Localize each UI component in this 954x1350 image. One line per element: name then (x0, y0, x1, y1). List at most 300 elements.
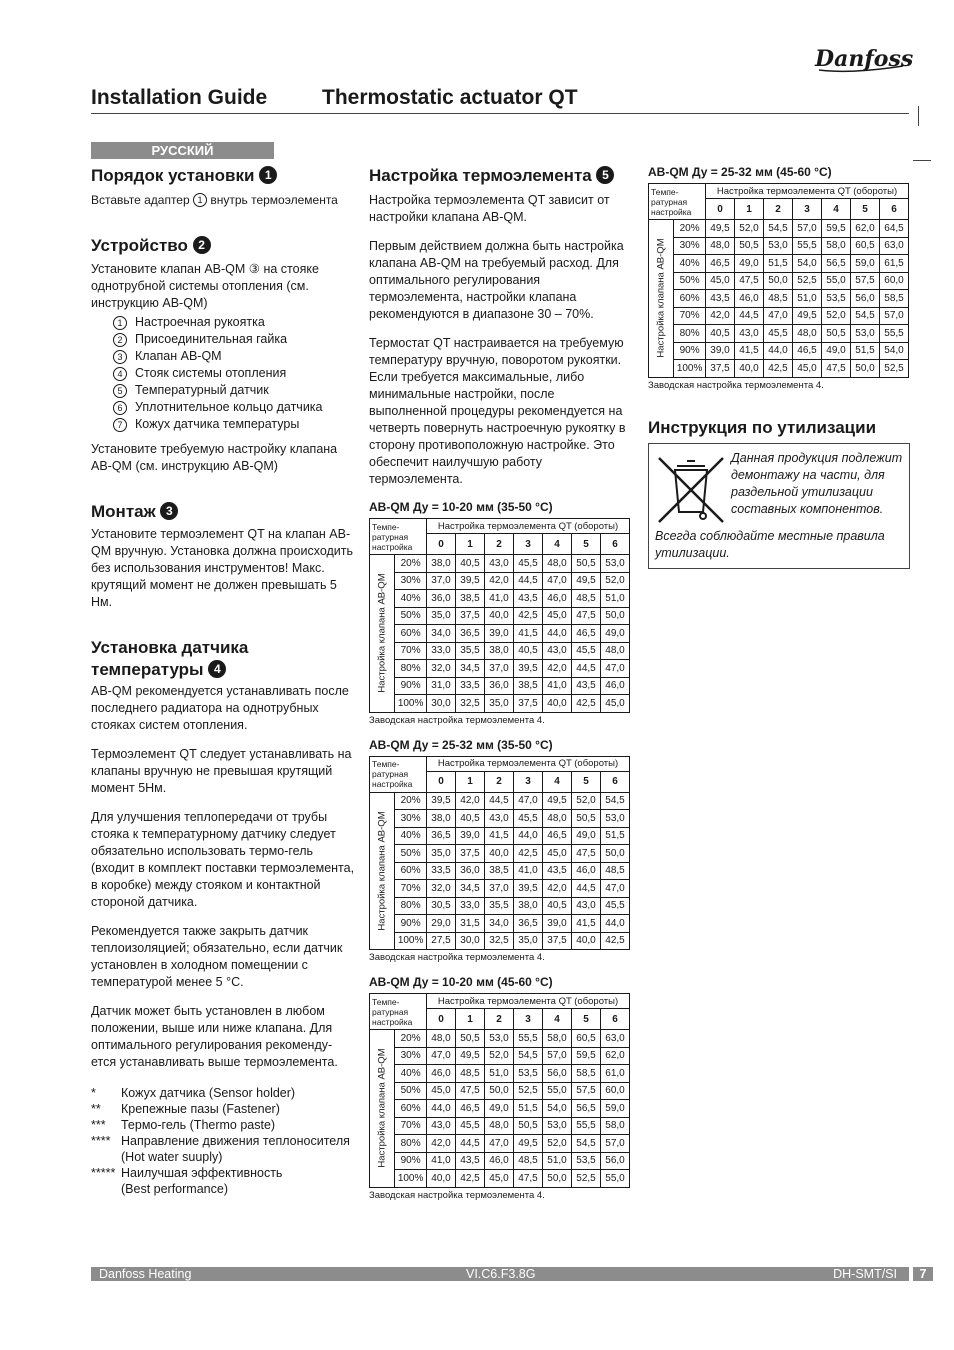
table-cell: 52,5 (514, 1082, 543, 1100)
table-cell: 52,0 (822, 307, 851, 325)
table-cell: 46,0 (601, 677, 630, 695)
table-cell: 44,5 (572, 660, 601, 678)
table-title: AB-QM Ду = 10-20 мм (45-60 °C) (369, 975, 553, 989)
table-cell: 40,0 (485, 607, 514, 625)
row-header: 100% (674, 360, 706, 378)
footnote-row (91, 1165, 356, 1197)
table-cell: 32,0 (427, 660, 456, 678)
table-cell: 37,5 (514, 695, 543, 713)
settings-table (369, 738, 631, 964)
table-cell: 46,5 (793, 342, 822, 360)
row-header: 20% (395, 1030, 427, 1048)
table-cell: 53,5 (514, 1065, 543, 1083)
column-header: 2 (764, 199, 793, 220)
section-text: Рекомендуется также закрыть датчик теплоизоляцией; обязательно, если датчик установлен в холодном помещении с температурой менее 5 °C. (91, 924, 343, 989)
table-cell: 48,0 (793, 325, 822, 343)
table-cell: 44,5 (514, 572, 543, 590)
table-cell: 38,0 (427, 555, 456, 573)
table (369, 756, 630, 951)
section-text: Вставьте адаптер 1 внутрь термоэлемента (91, 193, 338, 207)
column-2 (369, 165, 631, 1201)
section-title-setting: Настройка термоэлемента 5 (369, 165, 631, 187)
table-note: Заводская настройка термоэлемента 4. (369, 1189, 545, 1201)
table-cell: 57,0 (793, 220, 822, 238)
section-text: AB-QM рекомендуется устанавливать после последнего радиатора на однотрубных стояках систем отопления. (91, 684, 349, 732)
row-axis-label: Настройка клапана AB-QM (370, 555, 395, 713)
table-cell: 48,0 (485, 1117, 514, 1135)
table-cell: 47,5 (572, 845, 601, 863)
table-cell: 43,5 (706, 290, 735, 308)
table-cell: 44,5 (485, 792, 514, 810)
part-item (113, 365, 356, 382)
table-cell: 30,0 (427, 695, 456, 713)
part-label: Уплотнительное кольцо датчика (135, 400, 323, 414)
table-cell: 45,5 (601, 897, 630, 915)
column-header: 4 (822, 199, 851, 220)
table-cell: 55,5 (572, 1117, 601, 1135)
table-cell: 62,0 (851, 220, 880, 238)
table-row (649, 255, 909, 273)
table-cell: 39,0 (543, 915, 572, 933)
step-number-badge: 3 (160, 502, 178, 520)
table-row (370, 897, 630, 915)
table-cell: 53,0 (485, 1030, 514, 1048)
table-cell: 51,0 (543, 1152, 572, 1170)
table-row (370, 1082, 630, 1100)
column-header: 3 (514, 771, 543, 792)
table-cell: 48,5 (572, 590, 601, 608)
row-header: 60% (674, 290, 706, 308)
table-cell: 45,0 (427, 1082, 456, 1100)
part-label: Настроечная рукоятка (135, 315, 265, 329)
part-label: Присоединительная гайка (135, 332, 288, 346)
table-cell: 32,5 (456, 695, 485, 713)
table-row (370, 1100, 630, 1118)
table-cell: 55,0 (543, 1082, 572, 1100)
table-cell: 48,0 (706, 237, 735, 255)
table-cell: 61,5 (880, 255, 909, 273)
table-cell: 48,5 (456, 1065, 485, 1083)
table-cell: 36,5 (456, 625, 485, 643)
table-cell: 42,0 (427, 1135, 456, 1153)
row-header: 90% (395, 915, 427, 933)
table-header: Настройка термоэлемента QT (обороты) (427, 519, 630, 534)
table-row (370, 572, 630, 590)
table-cell: 63,0 (601, 1030, 630, 1048)
step-number-badge: 4 (208, 660, 226, 678)
table-row (370, 880, 630, 898)
table-cell: 46,0 (572, 862, 601, 880)
part-number: 4 (113, 367, 127, 381)
table-cell: 50,0 (485, 1082, 514, 1100)
table-cell: 55,5 (793, 237, 822, 255)
footnote-text: Кожух датчика (Sensor holder) (121, 1086, 296, 1100)
row-header: 40% (395, 1065, 427, 1083)
table-cell: 44,0 (601, 915, 630, 933)
table-cell: 48,5 (764, 290, 793, 308)
table-row (370, 642, 630, 660)
table-cell: 42,5 (514, 845, 543, 863)
part-number: 2 (113, 333, 127, 347)
table-cell: 47,0 (514, 792, 543, 810)
row-header: 80% (395, 897, 427, 915)
table-cell: 43,0 (543, 642, 572, 660)
table-cell: 59,0 (601, 1100, 630, 1118)
table-cell: 53,0 (601, 810, 630, 828)
table-row (649, 342, 909, 360)
row-header: 20% (395, 555, 427, 573)
section-title-device: Устройство 2 (91, 235, 356, 257)
table-cell: 43,0 (485, 555, 514, 573)
section-title-order: Порядок установки 1 (91, 165, 356, 187)
table-cell: 40,0 (572, 932, 601, 950)
row-header: 20% (395, 792, 427, 810)
footnote-text: (Best performance) (121, 1182, 228, 1196)
row-header: 100% (395, 1170, 427, 1188)
part-number: 7 (113, 418, 127, 432)
table-cell: 44,5 (735, 307, 764, 325)
table-cell: 39,5 (514, 880, 543, 898)
table-cell: 46,5 (543, 827, 572, 845)
table-cell: 36,0 (456, 862, 485, 880)
row-header: 70% (395, 880, 427, 898)
table-cell: 31,5 (456, 915, 485, 933)
table-cell: 55,5 (880, 325, 909, 343)
row-header: 60% (395, 1100, 427, 1118)
table-cell: 52,0 (485, 1047, 514, 1065)
table-cell: 43,5 (456, 1152, 485, 1170)
table-cell: 30,0 (456, 932, 485, 950)
table-cell: 51,5 (764, 255, 793, 273)
table-cell: 51,5 (514, 1100, 543, 1118)
table-cell: 48,5 (514, 1152, 543, 1170)
table-cell: 54,5 (601, 792, 630, 810)
table-row (370, 1152, 630, 1170)
row-header: 100% (395, 932, 427, 950)
table-cell: 27,5 (427, 932, 456, 950)
table-cell: 33,0 (456, 897, 485, 915)
column-header: 4 (543, 534, 572, 555)
table-cell: 46,0 (543, 590, 572, 608)
column-header: 1 (456, 534, 485, 555)
table-cell: 49,0 (735, 255, 764, 273)
section-text: Термоэлемент QT следует устанавливать на клапаны вручную не превышая крутящий момент 5Нм. (91, 747, 352, 795)
table-cell: 50,5 (456, 1030, 485, 1048)
column-1 (91, 165, 356, 1197)
table-cell: 63,0 (880, 237, 909, 255)
table-cell: 41,5 (514, 625, 543, 643)
table-cell: 44,0 (514, 827, 543, 845)
table-cell: 34,0 (427, 625, 456, 643)
column-header: 1 (456, 1009, 485, 1030)
table-cell: 55,0 (601, 1170, 630, 1188)
table-cell: 56,0 (851, 290, 880, 308)
table-cell: 35,5 (456, 642, 485, 660)
table-row (649, 272, 909, 290)
table-cell: 46,5 (706, 255, 735, 273)
table-cell: 57,0 (880, 307, 909, 325)
table-cell: 53,0 (543, 1117, 572, 1135)
footnote-text: Термо-гель (Thermo paste) (121, 1118, 276, 1132)
row-header: 70% (395, 1117, 427, 1135)
disposal-text: Всегда соблюдайте местные правила утилизации. (655, 528, 885, 560)
table-row (370, 932, 630, 950)
table-cell: 54,0 (880, 342, 909, 360)
column-header: 6 (601, 1009, 630, 1030)
table-cell: 43,5 (514, 590, 543, 608)
table-cell: 50,0 (601, 845, 630, 863)
table-cell: 47,5 (822, 360, 851, 378)
row-header: 30% (395, 572, 427, 590)
table-cell: 47,0 (485, 1135, 514, 1153)
table-cell: 53,5 (572, 1152, 601, 1170)
table-cell: 48,0 (601, 642, 630, 660)
part-item (113, 314, 356, 331)
table-cell: 53,5 (822, 290, 851, 308)
table-cell: 40,5 (514, 642, 543, 660)
table-cell: 38,5 (456, 590, 485, 608)
table-row (370, 862, 630, 880)
column-header: 0 (706, 199, 735, 220)
table-cell: 45,5 (572, 642, 601, 660)
table-cell: 57,0 (601, 1135, 630, 1153)
row-axis-label: Настройка клапана AB-QM (649, 220, 674, 378)
footnote-text: (Hot water suuply) (121, 1150, 223, 1164)
table-cell: 57,5 (851, 272, 880, 290)
table-cell: 51,0 (485, 1065, 514, 1083)
table-cell: 55,0 (822, 272, 851, 290)
table-cell: 48,0 (543, 555, 572, 573)
table-cell: 58,0 (822, 237, 851, 255)
table-cell: 39,0 (456, 827, 485, 845)
footnote-row (91, 1101, 356, 1117)
column-header: 1 (735, 199, 764, 220)
table-cell: 45,0 (543, 845, 572, 863)
table-cell: 44,0 (764, 342, 793, 360)
table-cell: 56,0 (543, 1065, 572, 1083)
table-cell: 40,0 (485, 845, 514, 863)
table-title: AB-QM Ду = 10-20 мм (35-50 °C) (369, 500, 553, 514)
column-header: 3 (793, 199, 822, 220)
footer-company: Danfoss Heating (99, 1267, 192, 1281)
table-row (370, 590, 630, 608)
table-cell: 54,0 (793, 255, 822, 273)
table-cell: 47,5 (735, 272, 764, 290)
column-header: 5 (572, 1009, 601, 1030)
table-row (370, 677, 630, 695)
table (648, 183, 909, 378)
table-row (370, 810, 630, 828)
table-cell: 45,0 (793, 360, 822, 378)
section-title-mounting: Монтаж 3 (91, 501, 356, 523)
footnote-row (91, 1117, 356, 1133)
row-header: 50% (674, 272, 706, 290)
table-cell: 49,5 (543, 792, 572, 810)
table-cell: 54,0 (543, 1100, 572, 1118)
settings-table (369, 500, 631, 726)
table-cell: 37,0 (485, 660, 514, 678)
column-header: 2 (485, 771, 514, 792)
table-cell: 48,0 (543, 810, 572, 828)
table-header: Настройка термоэлемента QT (обороты) (427, 756, 630, 771)
table-cell: 35,0 (427, 845, 456, 863)
table-cell: 58,5 (572, 1065, 601, 1083)
table-cell: 35,0 (485, 695, 514, 713)
table-cell: 42,5 (456, 1170, 485, 1188)
footnote-row (91, 1133, 356, 1165)
column-header: 6 (601, 534, 630, 555)
table-cell: 52,5 (572, 1170, 601, 1188)
footnote-text: Крепежные пазы (Fastener) (121, 1102, 280, 1116)
footnote-marker: *** (91, 1118, 106, 1132)
table-cell: 57,5 (572, 1082, 601, 1100)
table-title: AB-QM Ду = 25-32 мм (45-60 °C) (648, 165, 832, 179)
table-cell: 50,5 (514, 1117, 543, 1135)
column-header: 5 (851, 199, 880, 220)
table-cell: 45,5 (456, 1117, 485, 1135)
table-cell: 49,5 (514, 1135, 543, 1153)
table-cell: 46,5 (572, 625, 601, 643)
table-cell: 50,0 (764, 272, 793, 290)
table-cell: 40,5 (543, 897, 572, 915)
footnote-marker: ** (91, 1102, 101, 1116)
part-item (113, 399, 356, 416)
table-cell: 51,5 (851, 342, 880, 360)
table-cell: 29,0 (427, 915, 456, 933)
column-header: 2 (485, 534, 514, 555)
table-cell: 48,0 (427, 1030, 456, 1048)
table-cell: 42,0 (543, 660, 572, 678)
table-cell: 35,0 (427, 607, 456, 625)
table-cell: 44,0 (427, 1100, 456, 1118)
table-cell: 47,0 (601, 660, 630, 678)
footnote-row (91, 1085, 356, 1101)
table-cell: 45,0 (601, 695, 630, 713)
part-label: Кожух датчика температуры (135, 417, 300, 431)
table-cell: 50,5 (572, 810, 601, 828)
row-header: 90% (395, 677, 427, 695)
table-cell: 42,5 (514, 607, 543, 625)
row-header: 90% (674, 342, 706, 360)
table-cell: 62,0 (601, 1047, 630, 1065)
table-cell: 36,0 (485, 677, 514, 695)
section-text: Установите термоэлемент QT на клапан AB-QM вручную. Установка должна происходить без использования инструментов! Макс. крутящий момент не должен превышать 5 Нм. (91, 527, 354, 609)
table-cell: 34,0 (485, 915, 514, 933)
column-3 (648, 165, 910, 569)
table-cell: 49,5 (793, 307, 822, 325)
table-cell: 56,5 (822, 255, 851, 273)
table-cell: 45,0 (485, 1170, 514, 1188)
column-header: 0 (427, 534, 456, 555)
table-cell: 46,0 (485, 1152, 514, 1170)
table-row (370, 1047, 630, 1065)
section-text: Датчик может быть установлен в любом положении, выше или ниже клапана. Для оптимального регулирования рекоменду-ется устанавливать выше термоэлемента. (91, 1004, 338, 1069)
table-row (370, 1065, 630, 1083)
disposal-text: Данная продукция подлежит демонтажу на части, для раздельной утилизации составных компонентов. (731, 450, 903, 516)
section-text: Настройка термоэлемента QT зависит от настройки клапана AB-QM. (369, 193, 610, 224)
table-row (370, 555, 630, 573)
table-cell: 50,0 (601, 607, 630, 625)
column-header: 5 (572, 534, 601, 555)
table-cell: 57,0 (543, 1047, 572, 1065)
row-header: 40% (674, 255, 706, 273)
table-cell: 40,0 (427, 1170, 456, 1188)
table-cell: 59,5 (572, 1047, 601, 1065)
footnote-text: Направление движения теплоносителя (121, 1134, 350, 1148)
footnote-marker: **** (91, 1134, 111, 1148)
disposal-title: Инструкция по утилизации (648, 417, 877, 437)
table-row (649, 360, 909, 378)
row-header: 40% (395, 827, 427, 845)
row-header: 50% (395, 607, 427, 625)
danfoss-logo (813, 38, 913, 78)
table-header: Настройка термоэлемента QT (обороты) (427, 994, 630, 1009)
part-item (113, 416, 356, 433)
table (369, 518, 630, 713)
table-cell: 40,0 (735, 360, 764, 378)
table-row (370, 1117, 630, 1135)
part-number: 3 (113, 350, 127, 364)
table-cell: 50,5 (572, 555, 601, 573)
language-label: РУССКИЙ (91, 142, 274, 159)
table-cell: 32,0 (427, 880, 456, 898)
table-cell: 52,5 (880, 360, 909, 378)
table-cell: 41,5 (485, 827, 514, 845)
row-header: 20% (674, 220, 706, 238)
table-cell: 61,0 (601, 1065, 630, 1083)
table-cell: 31,0 (427, 677, 456, 695)
table-cell: 52,5 (793, 272, 822, 290)
table-cell: 40,0 (543, 695, 572, 713)
row-header: 70% (395, 642, 427, 660)
table-cell: 45,5 (514, 810, 543, 828)
table-cell: 33,0 (427, 642, 456, 660)
table-cell: 53,0 (851, 325, 880, 343)
table-cell: 45,5 (764, 325, 793, 343)
table-cell: 54,5 (572, 1135, 601, 1153)
column-header: 4 (543, 771, 572, 792)
part-label: Температурный датчик (135, 383, 269, 397)
table-row (370, 1170, 630, 1188)
table-cell: 33,5 (427, 862, 456, 880)
table-corner: Темпе- ратурная настройка (370, 519, 427, 555)
table-cell: 49,0 (572, 827, 601, 845)
table-cell: 47,0 (543, 572, 572, 590)
table-cell: 37,0 (485, 880, 514, 898)
table-cell: 38,5 (514, 677, 543, 695)
table-cell: 36,5 (427, 827, 456, 845)
table-corner: Темпе- ратурная настройка (370, 994, 427, 1030)
part-label: Стояк системы отопления (135, 366, 287, 380)
table-cell: 43,5 (543, 862, 572, 880)
footer-bar (91, 1267, 909, 1281)
step-number-badge: 2 (193, 236, 211, 254)
table-cell: 48,5 (601, 862, 630, 880)
table-cell: 38,0 (485, 642, 514, 660)
row-axis-label: Настройка клапана AB-QM (370, 1030, 395, 1188)
table-cell: 52,0 (543, 1135, 572, 1153)
table-row (370, 625, 630, 643)
table-cell: 50,5 (735, 237, 764, 255)
table-cell: 40,5 (456, 555, 485, 573)
table-row (370, 607, 630, 625)
table-cell: 50,5 (822, 325, 851, 343)
table-note: Заводская настройка термоэлемента 4. (369, 714, 545, 726)
table-cell: 45,0 (706, 272, 735, 290)
table-cell: 52,0 (572, 792, 601, 810)
table-cell: 39,5 (456, 572, 485, 590)
section-title-sensor: Установка датчика температуры 4 (91, 638, 249, 679)
